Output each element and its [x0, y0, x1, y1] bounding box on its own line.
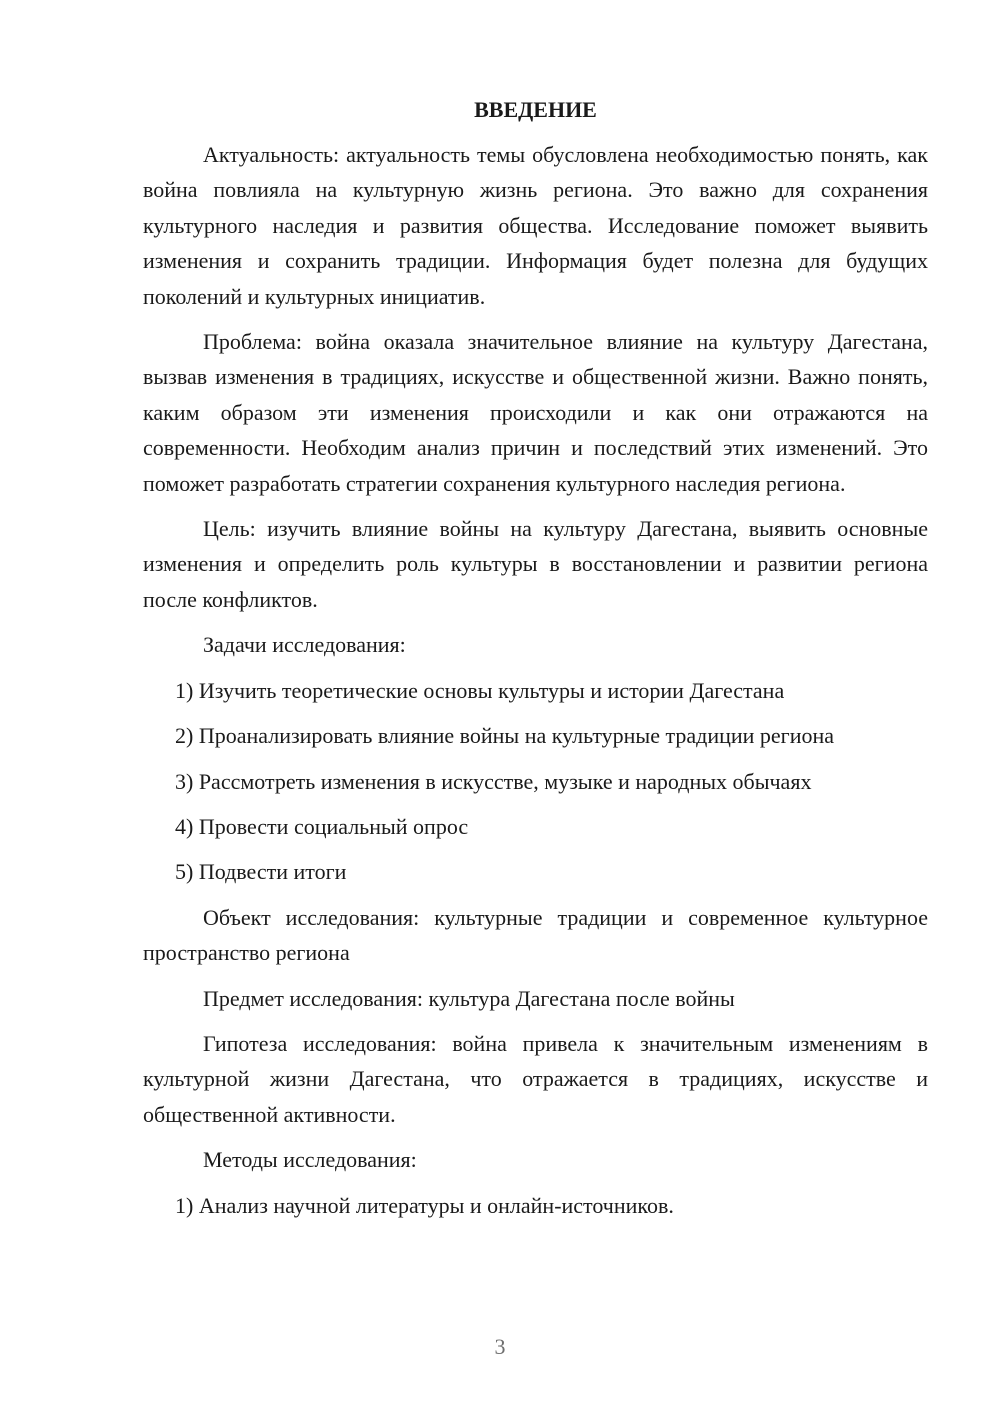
methods-heading: Методы исследования: [203, 1147, 417, 1173]
subject-paragraph: Предмет исследования: культура Дагестана после войны [203, 985, 735, 1011]
object-paragraph: Объект исследования: культурные традиции и современное культурное пространство региона [143, 904, 928, 966]
task-item-1: 1) Изучить теоретические основы культуры и истории Дагестана [175, 677, 785, 703]
hypothesis-paragraph: Гипотеза исследования: война привела к значительным изменениям в культурной жизни Дагестана, что отражается в традициях, искусстве и общественной активности. [143, 1030, 928, 1127]
page-title: ВВЕДЕНИЕ [474, 97, 597, 122]
task-item-4: 4) Провести социальный опрос [175, 813, 469, 839]
task-item-3: 3) Рассмотреть изменения в искусстве, музыке и народных обычаях [175, 768, 812, 794]
relevance-paragraph: Актуальность: актуальность темы обусловлена необходимостью понять, как война повлияла на культурную жизнь региона. Это важно для сохранения культурного наследия и развития общества. Исследование поможет выявить изменения и сохранить традиции. Информация будет полезна для будущих поколений и культурных инициатив. [143, 142, 928, 309]
problem-paragraph: Проблема: война оказала значительное влияние на культуру Дагестана, вызвав изменения в традициях, искусстве и общественной жизни. Важно понять, каким образом эти изменения происходили и как они отражаются на современности. Необходим анализ причин и последствий этих изменений. Это поможет разработать стратегии сохранения культурного наследия региона. [143, 329, 928, 496]
method-item-1: 1) Анализ научной литературы и онлайн-источников. [175, 1192, 674, 1218]
task-item-5: 5) Подвести итоги [175, 859, 347, 885]
page-number: 3 [494, 1334, 506, 1359]
page-content [143, 95, 928, 1233]
task-item-2: 2) Проанализировать влияние войны на культурные традиции региона [175, 723, 835, 749]
goal-paragraph: Цель: изучить влияние войны на культуру Дагестана, выявить основные изменения и определить роль культуры в восстановлении и развитии региона после конфликтов. [143, 516, 928, 612]
tasks-heading: Задачи исследования: [203, 632, 406, 658]
